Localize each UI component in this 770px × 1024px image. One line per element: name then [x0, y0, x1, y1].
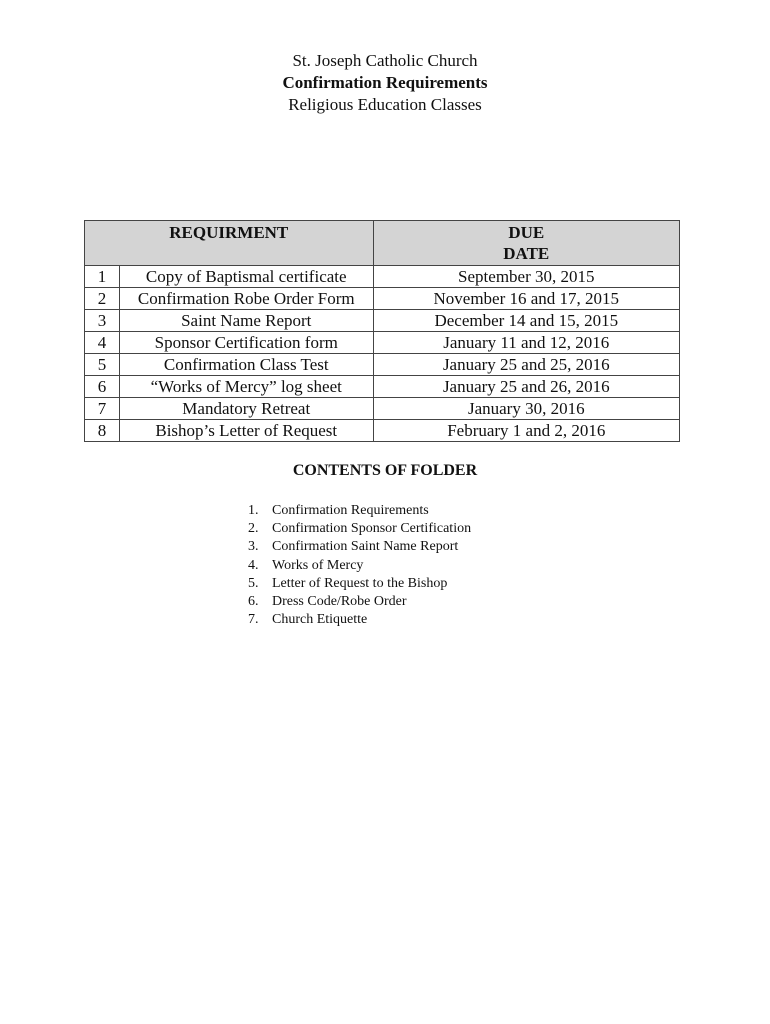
list-item-number: 5. — [248, 575, 259, 591]
table-row — [85, 420, 680, 442]
document-header — [0, 50, 770, 116]
list-item-text: Confirmation Saint Name Report — [272, 539, 459, 555]
row-number: 1 — [85, 266, 120, 288]
row-due-date: February 1 and 2, 2016 — [373, 420, 679, 442]
due-date-column-header — [373, 221, 679, 266]
list-item-number: 6. — [248, 594, 259, 610]
row-number: 8 — [85, 420, 120, 442]
row-number: 3 — [85, 310, 120, 332]
row-requirement: “Works of Mercy” log sheet — [119, 376, 373, 398]
row-requirement: Copy of Baptismal certificate — [119, 266, 373, 288]
list-item-text: Letter of Request to the Bishop — [272, 575, 448, 591]
list-item — [248, 611, 471, 629]
row-requirement: Confirmation Robe Order Form — [119, 288, 373, 310]
row-due-date: January 11 and 12, 2016 — [373, 332, 679, 354]
row-requirement: Sponsor Certification form — [119, 332, 373, 354]
row-due-date: January 30, 2016 — [373, 398, 679, 420]
list-item — [248, 538, 471, 556]
table-row — [85, 310, 680, 332]
row-number: 5 — [85, 354, 120, 376]
document-subtitle: Religious Education Classes — [288, 95, 482, 114]
table-row — [85, 288, 680, 310]
row-due-date: January 25 and 26, 2016 — [373, 376, 679, 398]
list-item-number: 7. — [248, 612, 259, 628]
row-due-date: January 25 and 25, 2016 — [373, 354, 679, 376]
list-item-text: Works of Mercy — [272, 557, 364, 573]
list-item — [248, 520, 471, 538]
row-number: 4 — [85, 332, 120, 354]
list-item — [248, 557, 471, 575]
due-header-line2: DATE — [503, 244, 550, 263]
table-row — [85, 376, 680, 398]
row-requirement: Bishop’s Letter of Request — [119, 420, 373, 442]
row-due-date: September 30, 2015 — [373, 266, 679, 288]
table-row — [85, 354, 680, 376]
row-requirement: Confirmation Class Test — [119, 354, 373, 376]
contents-list — [248, 502, 471, 629]
table-row — [85, 398, 680, 420]
document-title: Confirmation Requirements — [282, 73, 488, 92]
list-item — [248, 575, 471, 593]
row-number: 7 — [85, 398, 120, 420]
list-item — [248, 593, 471, 611]
list-item-text: Church Etiquette — [272, 612, 368, 628]
table-row — [85, 266, 680, 288]
row-due-date: December 14 and 15, 2015 — [373, 310, 679, 332]
requirements-table — [84, 220, 680, 442]
list-item-text: Dress Code/Robe Order — [272, 594, 407, 610]
list-item-text: Confirmation Requirements — [272, 503, 429, 518]
church-name: St. Joseph Catholic Church — [292, 51, 478, 70]
list-item-text: Confirmation Sponsor Certification — [272, 521, 472, 537]
row-number: 2 — [85, 288, 120, 310]
table-header-row — [85, 221, 680, 266]
list-item-number: 3. — [248, 539, 259, 555]
requirement-column-header: REQUIRMENT — [85, 221, 374, 266]
list-item-number: 2. — [248, 521, 259, 537]
due-header-line1: DUE — [508, 223, 545, 242]
row-due-date: November 16 and 17, 2015 — [373, 288, 679, 310]
list-item-number: 1. — [248, 503, 259, 518]
contents-title: CONTENTS OF FOLDER — [292, 462, 478, 479]
table-row — [85, 332, 680, 354]
row-requirement: Mandatory Retreat — [119, 398, 373, 420]
row-requirement: Saint Name Report — [119, 310, 373, 332]
row-number: 6 — [85, 376, 120, 398]
list-item-number: 4. — [248, 557, 259, 573]
list-item — [248, 502, 471, 520]
